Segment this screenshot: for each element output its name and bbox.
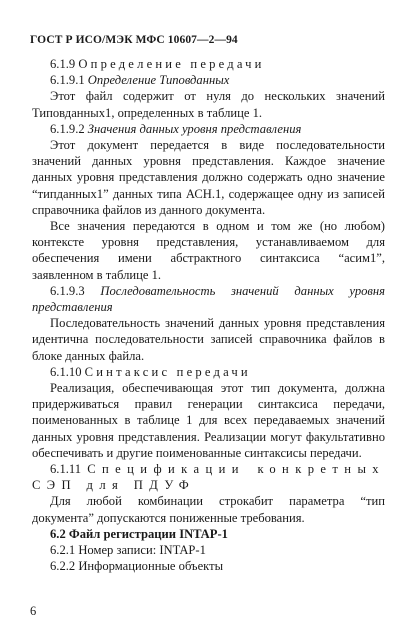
paragraph-4: Последовательность значений данных уровня представления идентична последовательности записей справочника файлов в блоке данных файла. (32, 316, 385, 363)
section-title: Определение передачи (78, 57, 265, 71)
section-title: Определение Типовданных (87, 73, 230, 88)
section-title: Значения данных уровня представления (87, 121, 302, 136)
section-number: 6.1.9.2 (50, 121, 85, 136)
section-number: 6.1.9.3 (50, 283, 85, 298)
section-title: Синтаксис передачи (84, 364, 251, 379)
section-number: 6.1.9.1 (50, 73, 85, 88)
section-6-1-9-2-heading (32, 121, 385, 137)
section-number: 6.1.11 (50, 462, 82, 477)
section-title: Последовательность значений данных уровня представления (32, 283, 385, 315)
section-6-1-9-1-heading (32, 72, 385, 88)
section-6-1-11-heading (32, 461, 385, 493)
paragraph-5: Реализация, обеспечивающая этот тип документа, должна придерживаться правил генерации синтаксиса передачи, поименованных в таблице 1 для всех передаваемых значений данных уровня представления. Реализации могут факультативно обеспечивать и другие поименованные синтаксисы передачи. (32, 381, 385, 460)
section-number: 6.1.9 (50, 57, 76, 71)
section-6-1-9-3-heading (32, 283, 385, 315)
section-title: Спецификации конкретных СЭП для ПДУФ (32, 462, 385, 493)
paragraph-6: Для любой комбинации строкабит параметра “тип документа” допускаются пониженные требования. (32, 494, 385, 525)
section-6-1-10-heading (32, 364, 385, 380)
section-6-2-2-heading: 6.2.2 Информационные объекты (50, 559, 224, 574)
section-6-1-9-heading (32, 56, 385, 72)
paragraph-1: Этот файл содержит от нуля до нескольких значений Типовданных1, определенных в таблице 1. (32, 89, 385, 120)
page-content (32, 56, 385, 575)
paragraph-3: Все значения передаются в одном и том же (но любом) контексте уровня представления, устанавливаемом для обеспечения имени абстрактного синтаксиса “асим1”, заявленном в таблице 1. (32, 219, 385, 282)
paragraph-2: Этот документ передается в виде последовательности значений данных уровня представления. Каждое значение данных уровня представления должно содержать одно значение “типданных1” данных типа АСН.1, содержащее одну из записей справочника файлов из данного документа. (32, 138, 385, 217)
section-number: 6.1.10 (50, 364, 82, 379)
page-number: 6 (30, 604, 37, 618)
section-6-2-heading: 6.2 Файл регистрации INTAP-1 (50, 526, 228, 541)
section-6-2-1-heading: 6.2.1 Номер записи: INTAP-1 (50, 543, 206, 558)
document-header: ГОСТ Р ИСО/МЭК МФС 10607—2—94 (30, 34, 238, 46)
